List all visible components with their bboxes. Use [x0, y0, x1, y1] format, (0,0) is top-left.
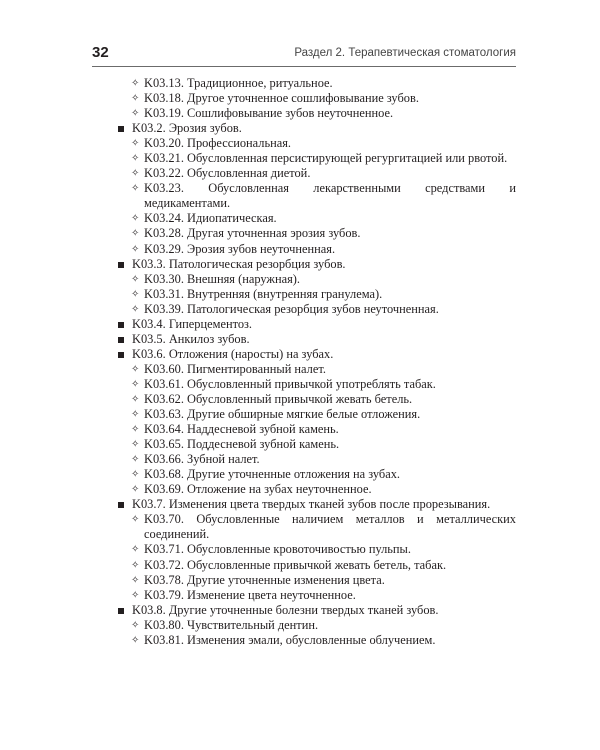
code-item: [118, 407, 516, 422]
code-text: K03.66. Зубной налет.: [144, 452, 260, 467]
code-item: [118, 573, 516, 588]
diamond-icon: ✧: [131, 484, 140, 496]
square-bullet-icon: [118, 347, 124, 362]
code-text: K03.24. Идиопатическая.: [144, 211, 277, 226]
code-item: [118, 618, 516, 633]
code-group: [118, 347, 516, 362]
square-bullet-icon: [118, 332, 124, 347]
code-item: [118, 151, 516, 166]
code-text: K03.3. Патологическая резорбция зубов.: [132, 256, 346, 271]
code-item: [118, 437, 516, 452]
code-item: [118, 558, 516, 573]
code-item: [118, 136, 516, 151]
diamond-icon: ✧: [131, 288, 140, 300]
code-text: K03.69. Отложение на зубах неуточненное.: [144, 482, 372, 497]
code-item: [118, 166, 516, 181]
diamond-icon: ✧: [131, 93, 140, 105]
code-item: [118, 377, 516, 392]
diamond-icon: ✧: [131, 138, 140, 150]
code-text: K03.61. Обусловленный привычкой употреблять табак.: [144, 376, 436, 391]
diamond-icon: ✧: [131, 153, 140, 165]
code-text: K03.71. Обусловленные кровоточивостью пульпы.: [144, 542, 411, 557]
running-head: Раздел 2. Терапевтическая стоматология: [294, 47, 516, 59]
code-item: [118, 211, 516, 226]
code-group: [118, 121, 516, 136]
code-list: [118, 76, 516, 648]
square-bullet-icon: [118, 121, 124, 136]
code-item: [118, 106, 516, 121]
code-text: K03.62. Обусловленный привычкой жевать бетель.: [144, 391, 413, 406]
code-text: K03.6. Отложения (наросты) на зубах.: [132, 346, 334, 361]
code-text: K03.19. Сошлифовывание зубов неуточненное.: [144, 106, 394, 121]
square-bullet-icon: [118, 257, 124, 272]
code-text: K03.31. Внутренняя (внутренняя гранулема).: [144, 286, 383, 301]
code-text: K03.7. Изменения цвета твердых тканей зубов после прорезывания.: [132, 497, 491, 512]
diamond-icon: ✧: [131, 393, 140, 405]
code-item: [118, 272, 516, 287]
diamond-icon: ✧: [131, 424, 140, 436]
header-rule: [92, 66, 516, 67]
code-item: [118, 226, 516, 241]
diamond-icon: ✧: [131, 514, 140, 526]
diamond-icon: ✧: [131, 303, 140, 315]
code-text: K03.22. Обусловленная диетой.: [144, 166, 311, 181]
code-group: [118, 497, 516, 512]
square-bullet-icon: [118, 497, 124, 512]
code-text: K03.63. Другие обширные мягкие белые отложения.: [144, 407, 421, 422]
diamond-icon: ✧: [131, 243, 140, 255]
code-group: [118, 603, 516, 618]
diamond-icon: ✧: [131, 619, 140, 631]
diamond-icon: ✧: [131, 469, 140, 481]
diamond-icon: ✧: [131, 454, 140, 466]
square-bullet-icon: [118, 603, 124, 618]
diamond-icon: ✧: [131, 589, 140, 601]
code-text: K03.39. Патологическая резорбция зубов неуточненная.: [144, 301, 439, 316]
code-item: [118, 512, 516, 542]
page-number: 32: [92, 44, 109, 61]
diamond-icon: ✧: [131, 574, 140, 586]
code-item: [118, 287, 516, 302]
code-text: K03.64. Наддесневой зубной камень.: [144, 422, 339, 437]
code-text: K03.72. Обусловленные привычкой жевать бетель, табак.: [144, 557, 447, 572]
code-text: K03.29. Эрозия зубов неуточненная.: [144, 241, 336, 256]
diamond-icon: ✧: [131, 559, 140, 571]
diamond-icon: ✧: [131, 228, 140, 240]
code-item: [118, 482, 516, 497]
code-text: K03.2. Эрозия зубов.: [132, 121, 242, 136]
diamond-icon: ✧: [131, 409, 140, 421]
square-bullet-icon: [118, 317, 124, 332]
code-item: [118, 242, 516, 257]
code-group: [118, 332, 516, 347]
code-text: K03.79. Изменение цвета неуточненное.: [144, 587, 356, 602]
code-item: [118, 633, 516, 648]
diamond-icon: ✧: [131, 213, 140, 225]
code-item: [118, 76, 516, 91]
diamond-icon: ✧: [131, 183, 140, 195]
code-text: K03.70. Обусловленные наличием металлов и металлических соединений.: [144, 512, 516, 542]
code-item: [118, 362, 516, 377]
code-text: K03.30. Внешняя (наружная).: [144, 271, 301, 286]
code-item: [118, 392, 516, 407]
code-item: [118, 452, 516, 467]
diamond-icon: ✧: [131, 108, 140, 120]
code-text: K03.68. Другие уточненные отложения на зубах.: [144, 467, 401, 482]
code-text: K03.8. Другие уточненные болезни твердых тканей зубов.: [132, 602, 439, 617]
diamond-icon: ✧: [131, 544, 140, 556]
code-text: K03.18. Другое уточненное сошлифовывание зубов.: [144, 91, 419, 106]
code-item: [118, 542, 516, 557]
code-text: K03.4. Гиперцементоз.: [132, 316, 253, 331]
code-item: [118, 588, 516, 603]
diamond-icon: ✧: [131, 378, 140, 390]
code-group: [118, 317, 516, 332]
code-item: [118, 302, 516, 317]
code-item: [118, 91, 516, 106]
code-text: K03.81. Изменения эмали, обусловленные облучением.: [144, 632, 436, 647]
code-text: K03.23. Обусловленная лекарственными средствами и медикаментами.: [144, 181, 516, 211]
code-item: [118, 467, 516, 482]
diamond-icon: ✧: [131, 363, 140, 375]
diamond-icon: ✧: [131, 273, 140, 285]
code-text: K03.60. Пигментированный налет.: [144, 361, 326, 376]
code-item: [118, 422, 516, 437]
code-text: K03.65. Поддесневой зубной камень.: [144, 437, 340, 452]
code-text: K03.80. Чувствительный дентин.: [144, 617, 319, 632]
code-group: [118, 257, 516, 272]
code-text: K03.13. Традиционное, ритуальное.: [144, 76, 333, 90]
code-text: K03.21. Обусловленная персистирующей регургитацией или рвотой.: [144, 151, 508, 166]
code-text: K03.28. Другая уточненная эрозия зубов.: [144, 226, 361, 241]
diamond-icon: ✧: [131, 634, 140, 646]
page-header: [92, 44, 516, 66]
diamond-icon: ✧: [131, 78, 140, 89]
code-text: K03.20. Профессиональная.: [144, 136, 292, 151]
code-text: K03.5. Анкилоз зубов.: [132, 331, 250, 346]
diamond-icon: ✧: [131, 168, 140, 180]
code-item: [118, 181, 516, 211]
code-text: K03.78. Другие уточненные изменения цвета.: [144, 572, 385, 587]
diamond-icon: ✧: [131, 439, 140, 451]
